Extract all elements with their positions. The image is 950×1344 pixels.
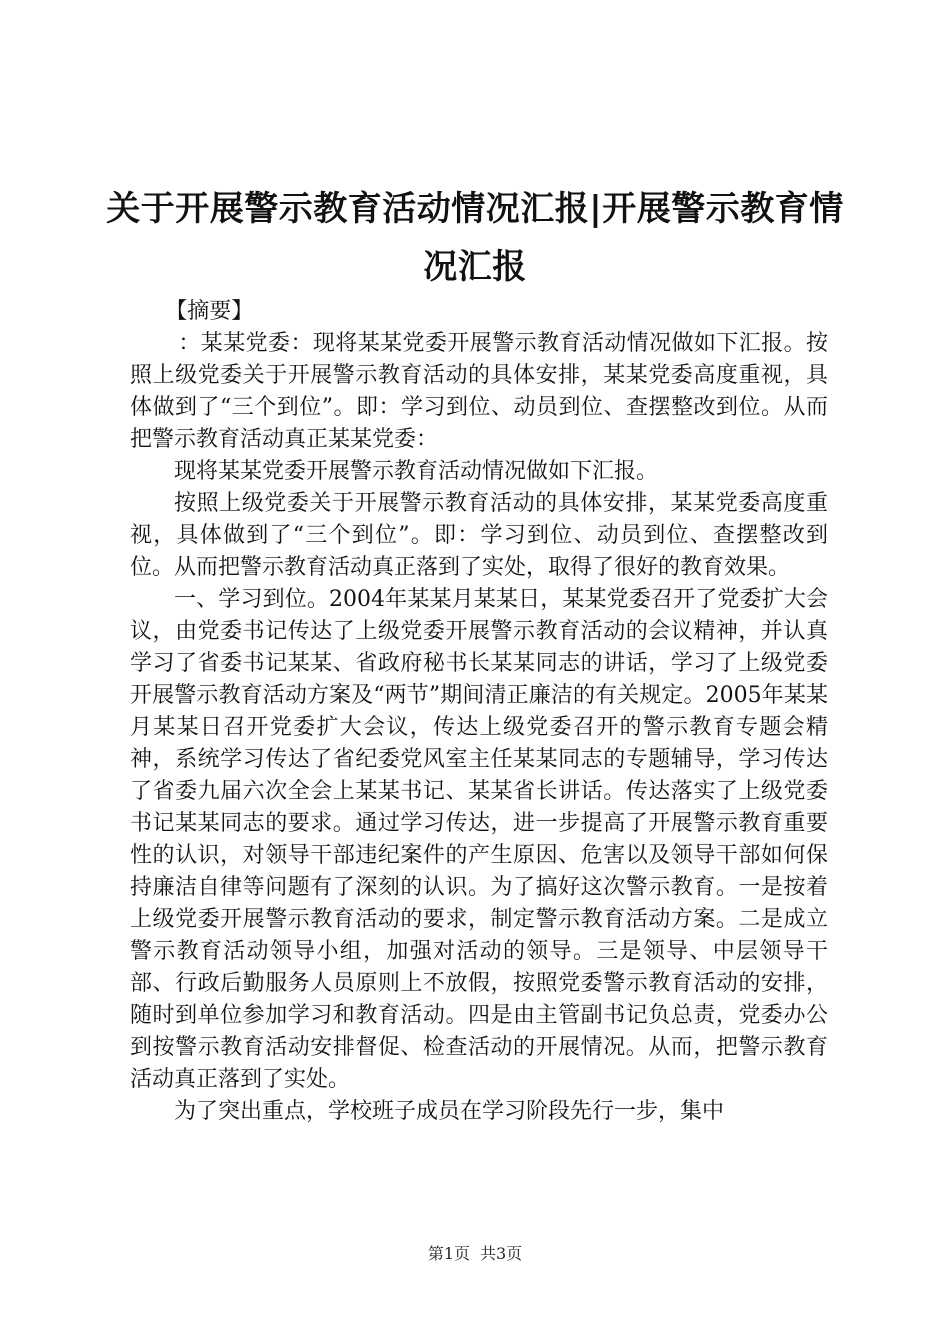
body-paragraph: 一、学习到位。2004年某某月某某日，某某党委召开了党委扩大会议，由党委书记传达了上级党委开展警示教育活动的会议精神，并认真学习了省委书记某某、省政府秘书长某某同志的讲话，学习了上级党委开展警示教育活动方案及“两节”期间清正廉洁的有关规定。2005年某某月某某日召开党委扩大会议，传达上级党委召开的警示教育专题会精神，系统学习传达了省纪委党风室主任某某同志的专题辅导，学习传达了省委九届六次全会上某某书记、某某省长讲话。传达落实了上级党委书记某某同志的要求。通过学习传达，进一步提高了开展警示教育重要性的认识，对领导干部违纪案件的产生原因、危害以及领导干部如何保持廉洁自律等问题有了深刻的认识。为了搞好这次警示教育。一是按着上级党委开展警示教育活动的要求，制定警示教育活动方案。二是成立警示教育活动领导小组，加强对活动的领导。三是领导、中层领导干部、行政后勤服务人员原则上不放假，按照党委警示教育活动的安排，随时到单位参加学习和教育活动。四是由主管副书记负总责，党委办公到按警示教育活动安排督促、检查活动的开展情况。从而，把警示教育活动真正落到了实处。 <box>130 587 828 1092</box>
abstract-label: 【摘要】 <box>165 299 254 324</box>
document-body <box>130 296 828 1128</box>
page-number-total: 共3页 <box>480 1244 523 1263</box>
body-paragraph: 按照上级党委关于开展警示教育活动的具体安排，某某党委高度重视，具体做到了“三个到位”。即：学习到位、动员到位、查摆整改到位。从而把警示教育活动真正落到了实处，取得了很好的教育效果。 <box>130 491 828 580</box>
body-paragraph: 现将某某党委开展警示教育活动情况做如下汇报。 <box>174 459 659 484</box>
abstract-paragraph: ：某某党委：现将某某党委开展警示教育活动情况做如下汇报。按照上级党委关于开展警示教育活动的具体安排，某某党委高度重视，具体做到了“三个到位”。即：学习到位、动员到位、查摆整改到位。从而把警示教育活动真正某某党委： <box>130 331 828 452</box>
page-number-current: 第1页 <box>427 1244 470 1263</box>
body-paragraph: 为了突出重点，学校班子成员在学习阶段先行一步，集中 <box>174 1099 725 1124</box>
page-footer <box>0 1244 950 1264</box>
document-title: 关于开展警示教育活动情况汇报|开展警示教育情况汇报 <box>106 189 844 287</box>
